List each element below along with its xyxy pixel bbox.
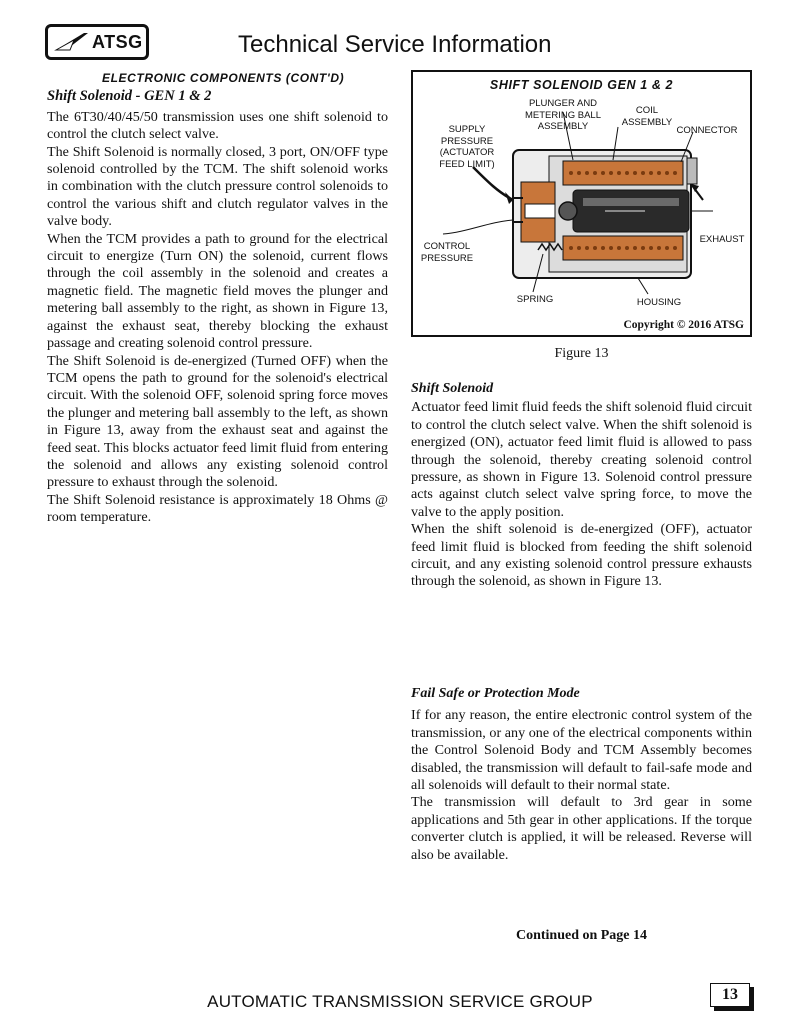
paragraph: When the shift solenoid is de-energized (OFF), actuator feed limit fluid is blocked from feeding the shift solenoid circuit, and any existing solenoid control pressure exhausts through the solenoid, as shown in Figure 13. xyxy=(411,521,752,590)
label-supply: SUPPLY PRESSURE (ACTUATOR FEED LIMIT) xyxy=(439,124,495,170)
label-exhaust: EXHAUST xyxy=(699,234,745,245)
figure-13-box xyxy=(411,70,752,337)
figure-title: SHIFT SOLENOID GEN 1 & 2 xyxy=(489,78,674,92)
paragraph: The 6T30/40/45/50 transmission uses one shift solenoid to control the clutch select valve. xyxy=(47,108,388,143)
paragraph: The Shift Solenoid resistance is approximately 18 Ohms @ room temperature. xyxy=(47,491,388,526)
label-housing: HOUSING xyxy=(636,297,682,308)
subheading-shift-solenoid: Shift Solenoid xyxy=(411,381,494,396)
paragraph: If for any reason, the entire electronic control system of the transmission, or any one of the electrical components within the Control Solenoid Body and TCM Assembly becomes disabled, the transmission will default to fail-safe mode and all solenoids will default to their normal state. xyxy=(411,707,752,793)
paragraph: When the TCM provides a path to ground for the electrical circuit to energize (Turn ON) the solenoid, current flows through the coil assembly in the solenoid and creates a magnetic field. The magnetic field moves the plunger and metering ball assembly to the right, as shown in Figure 13, against the exhaust seat, thereby blocking the exhaust passage and creating solenoid control pressure. xyxy=(47,230,388,352)
paragraph: The transmission will default to 3rd gear in some applications and 5th gear in other applications. If the torque converter clutch is applied, it will be released. Reverse will also be available. xyxy=(411,794,752,863)
paragraph: Actuator feed limit fluid feeds the shift solenoid fluid circuit to control the clutch select valve. When the shift solenoid is energized (ON), actuator feed limit fluid is allowed to pass through the solenoid, thereby creating solenoid control pressure, as shown in Figure 13. Solenoid control pressure acts against clutch select valve spring force, to move the valve to the apply position. xyxy=(411,399,752,520)
spacer xyxy=(411,591,752,685)
left-column xyxy=(47,70,388,527)
label-spring: SPRING xyxy=(516,294,554,305)
figure-caption: Figure 13 xyxy=(554,346,609,361)
copyright: Copyright © 2016 ATSG xyxy=(623,319,744,331)
page-title: Technical Service Information xyxy=(238,31,552,58)
logo-arrow-icon xyxy=(54,30,90,54)
paragraph: The Shift Solenoid is de-energized (Turned OFF) when the TCM opens the path to ground for the solenoid's electrical circuit. With the solenoid OFF, solenoid spring force moves the plunger and metering ball assembly to the left, as shown in Figure 13, away from the exhaust seat and against the feed seat. This blocks actuator feed limit fluid from entering the solenoid and allows any existing solenoid control pressure to exhaust through the solenoid. xyxy=(47,352,388,491)
label-connector: CONNECTOR xyxy=(676,125,738,136)
page-number: 13 xyxy=(710,983,750,1007)
section-heading: ELECTRONIC COMPONENTS (CONT'D) xyxy=(102,71,345,85)
continued-note: Continued on Page 14 xyxy=(515,928,648,943)
label-control: CONTROL PRESSURE xyxy=(420,241,474,264)
logo-text: ATSG xyxy=(92,31,143,52)
metering-ball-shape xyxy=(559,202,577,220)
paragraph: The Shift Solenoid is normally closed, 3 port, ON/OFF type solenoid controlled by the TCM. The shift solenoid works in combination with the clutch pressure control solenoids to control the various shift and clutch regulator valves in the valve body. xyxy=(47,143,388,230)
atsg-logo xyxy=(45,24,149,60)
label-plunger: PLUNGER AND METERING BALL ASSEMBLY xyxy=(524,98,602,132)
subheading-shift-solenoid-gen: Shift Solenoid - GEN 1 & 2 xyxy=(47,88,212,105)
right-column xyxy=(411,380,752,864)
footer-text: AUTOMATIC TRANSMISSION SERVICE GROUP xyxy=(207,992,593,1011)
subheading-fail-safe: Fail Safe or Protection Mode xyxy=(411,685,580,701)
label-coil: COIL ASSEMBLY xyxy=(621,105,673,128)
